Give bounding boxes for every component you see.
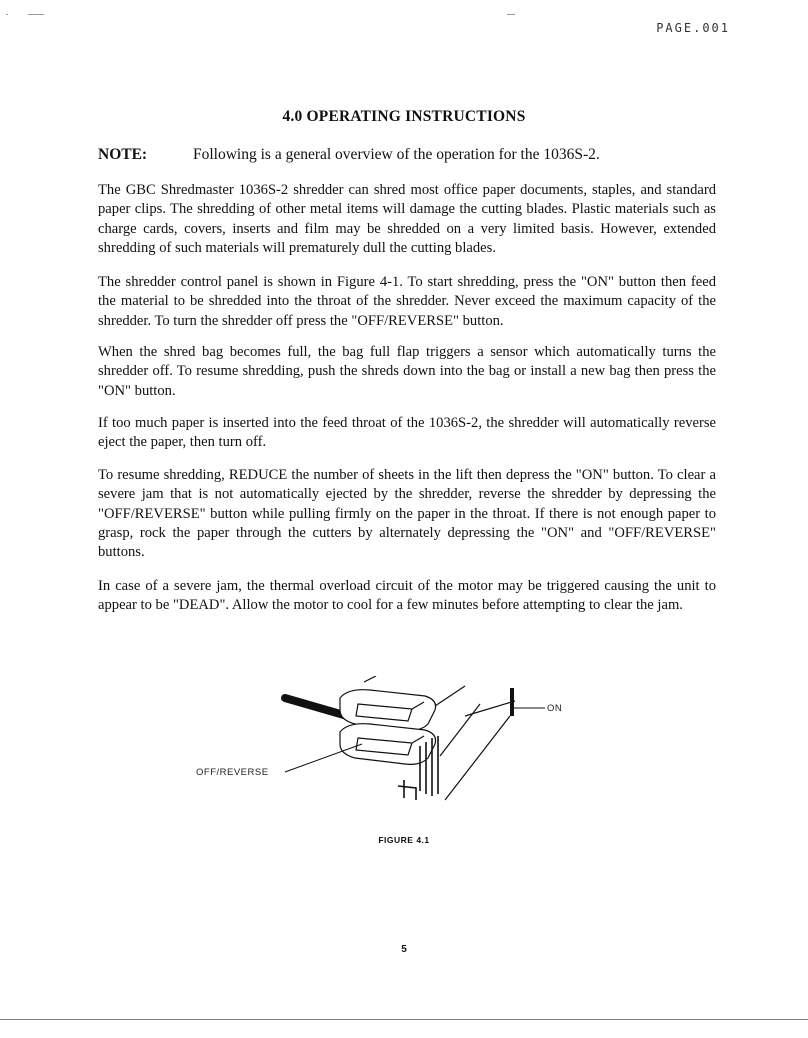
bottom-rule	[0, 1019, 808, 1020]
paragraph: The shredder control panel is shown in Figure 4-1. To start shredding, press the "ON" button then feed the material to be shredded into the throat of the shredder. Never exceed the maximum capacity of the shredder. To turn the shredder off press the "OFF/REVERSE" button.	[98, 274, 716, 329]
note-text: Following is a general overview of the operation for the 1036S-2.	[193, 146, 600, 163]
paragraph: To resume shredding, REDUCE the number of sheets in the lift then depress the "ON" button. To clear a severe jam that is not automatically ejected by the shredder, reverse the shredder by depressing the "OFF/REVERSE" button while pulling firmly on the paper in the throat. If there is not enough paper to grasp, rock the paper through the cutters by alternately depressing the "ON" and "OFF/REVERSE" buttons.	[98, 467, 716, 561]
note-label: NOTE:	[98, 146, 148, 163]
on-button-drawing	[340, 676, 436, 730]
paragraph: If too much paper is inserted into the feed throat of the 1036S-2, the shredder will automatically reverse eject the paper, then turn off.	[98, 415, 716, 451]
scan-mark	[6, 14, 8, 15]
scan-mark	[507, 14, 515, 15]
paragraph: When the shred bag becomes full, the bag full flap triggers a sensor which automatically turns the shredder off. To resume shredding, push the shreds down into the bag or install a new bag then press the "ON" button.	[98, 344, 716, 399]
scan-mark	[28, 14, 44, 15]
control-panel-figure	[180, 676, 580, 806]
page-number: 5	[401, 944, 407, 955]
paragraph: The GBC Shredmaster 1036S-2 shredder can shred most office paper documents, staples, and standard paper clips. The shredding of other metal items will damage the cutting blades. Plastic materials such as charge cards, covers, inserts and film may be shredded on a very limited basis. However, extended shredding of such materials will prematurely dull the cutting blades.	[98, 182, 716, 256]
paragraph: In case of a severe jam, the thermal overload circuit of the motor may be triggered causing the unit to appear to be "DEAD". Allow the motor to cool for a few minutes before attempting to clear the jam.	[98, 578, 716, 614]
section-title: 4.0 OPERATING INSTRUCTIONS	[282, 108, 526, 125]
figure-caption: FIGURE 4.1	[378, 835, 430, 845]
page-id: PAGE.001	[656, 21, 730, 35]
note	[98, 146, 600, 164]
off-reverse-label: OFF/REVERSE	[196, 767, 269, 778]
on-label: ON	[547, 703, 563, 714]
off-reverse-button-drawing	[340, 724, 436, 765]
